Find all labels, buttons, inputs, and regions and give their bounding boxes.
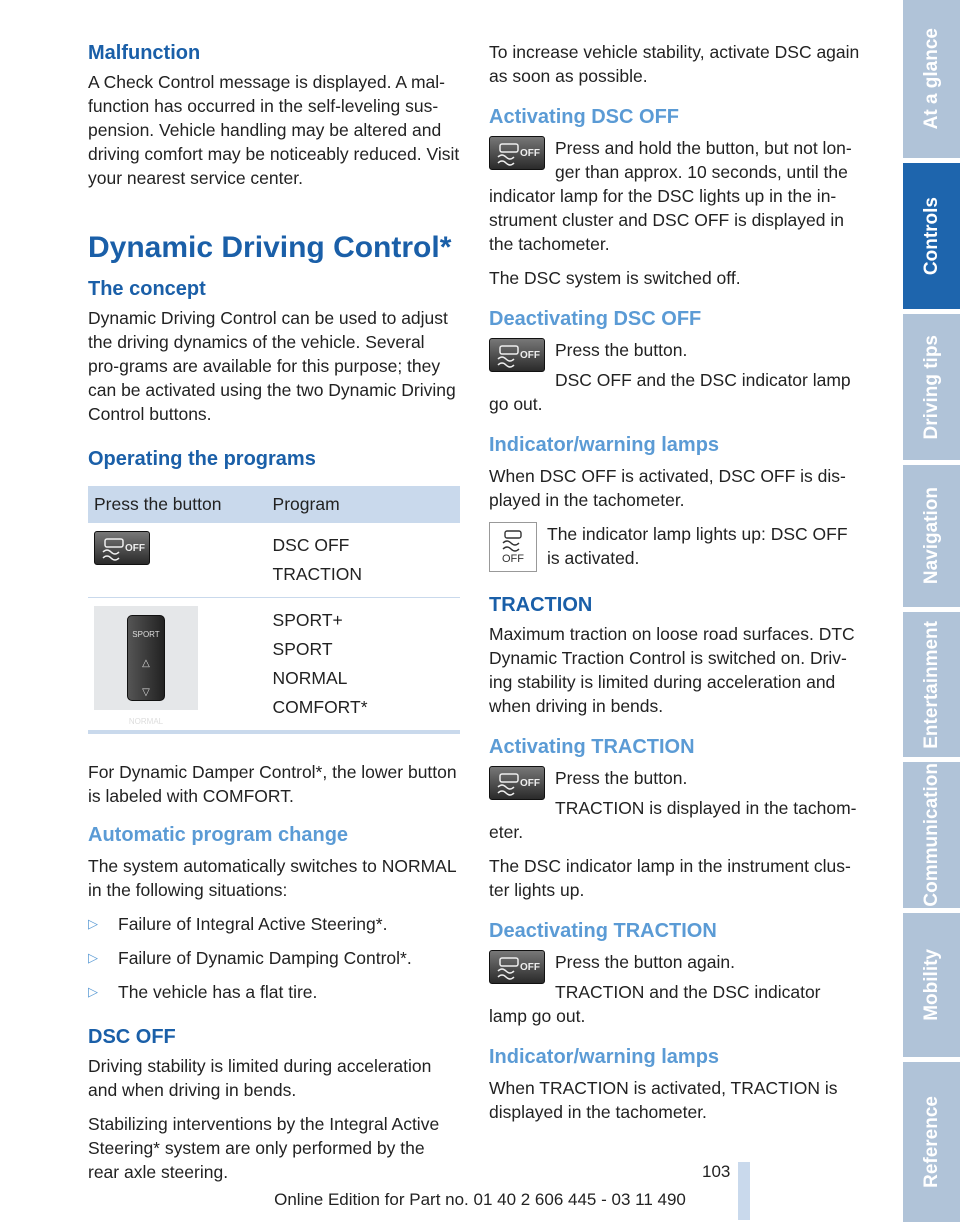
program-normal: NORMAL	[272, 668, 348, 688]
auto-heading: Automatic program change	[88, 824, 349, 846]
indicator-lamps-heading-2: Indicator/warning lamps	[489, 1046, 720, 1068]
program-dsc-off: DSC OFF	[272, 535, 350, 555]
dscoff-text-1: Driving stability is limited during acceleration and when driving in bends.	[88, 1056, 432, 1100]
edition-footer: Online Edition for Part no. 01 40 2 606 445 - 03 11 490	[274, 1190, 686, 1209]
dsc-off-button-icon: OFF	[489, 950, 545, 984]
tab-mobility[interactable]: Mobility	[903, 913, 960, 1057]
table-row	[88, 598, 460, 733]
list-item: ▷ The vehicle has a flat tire.	[88, 982, 318, 1002]
dsc-switched-off-text: The DSC system is switched off.	[489, 268, 741, 288]
tab-controls[interactable]: Controls	[903, 163, 960, 309]
tab-communication[interactable]: Communication	[903, 762, 960, 908]
dscoff-text-2: Stabilizing interventions by the Integral Active Steering* system are only performed by the rear axle steering.	[88, 1114, 440, 1182]
operating-heading: Operating the programs	[88, 448, 316, 470]
tab-navigation[interactable]: Navigation	[903, 465, 960, 607]
dscoff-heading: DSC OFF	[88, 1026, 176, 1048]
program-table	[88, 486, 460, 734]
list-item: ▷ Failure of Integral Active Steering*.	[88, 914, 388, 934]
down-arrow-icon: ▽	[142, 687, 150, 698]
indicator-lamps-heading-1: Indicator/warning lamps	[489, 434, 720, 456]
deactivating-traction-heading: Deactivating TRACTION	[489, 920, 717, 942]
dsc-off-button-icon: OFF	[489, 136, 545, 170]
tab-reference[interactable]: Reference	[903, 1062, 960, 1222]
damper-text: For Dynamic Damper Control*, the lower button is labeled with COMFORT.	[88, 762, 457, 806]
concept-text: Dynamic Driving Control can be used to adjust the driving dynamics of the vehicle. Several pro-grams are available for this purpose; they can be activated using the two Dynamic Driving Control buttons.	[88, 308, 456, 424]
dsc-off-button-icon: OFF	[489, 338, 545, 372]
concept-heading: The concept	[88, 278, 206, 300]
traction-heading: TRACTION	[489, 594, 593, 616]
dsc-off-button-icon	[94, 531, 150, 565]
activating-traction-text-2: TRACTION is displayed in the tachom-eter.	[489, 798, 857, 842]
table-header-button: Press the button	[88, 486, 267, 523]
deactivating-traction-text-2: TRACTION and the DSC indicator lamp go out.	[489, 982, 821, 1026]
tab-entertainment[interactable]: Entertainment	[903, 612, 960, 757]
dsc-off-lamp-icon: OFF	[489, 522, 537, 572]
car-skid-icon	[494, 955, 524, 981]
triangle-bullet-icon: ▷	[88, 950, 98, 965]
right-column	[489, 40, 861, 1134]
intro-text: To increase vehicle stability, activate DSC again as soon as possible.	[489, 42, 860, 86]
deactivating-dsc-off-text-1: Press the button.	[555, 340, 688, 360]
sport-button-image	[94, 606, 198, 726]
car-skid-icon	[494, 343, 524, 369]
activating-traction-heading: Activating TRACTION	[489, 736, 695, 758]
activating-dsc-off-text: Press and hold the button, but not lon-ger than approx. 10 seconds, until the indicator lamp for the DSC lights up in the in-strument cluster and DSC OFF is displayed in the tachometer.	[489, 138, 852, 254]
malfunction-text: A Check Control message is displayed. A mal-function has occurred in the self-leveling sus-pension. Vehicle handling may be altered and driving comfort may be noticeably reduced. Visit your nearest service center.	[88, 72, 460, 188]
dsc-off-label: OFF	[125, 542, 145, 554]
car-skid-icon	[499, 529, 527, 553]
up-arrow-icon: △	[142, 658, 150, 669]
list-item: ▷ Failure of Dynamic Damping Control*.	[88, 948, 412, 968]
car-skid-icon	[99, 536, 129, 562]
chapter-sidebar	[903, 0, 960, 1222]
indicator-text-2: When TRACTION is activated, TRACTION is displayed in the tachometer.	[489, 1078, 838, 1122]
deactivating-traction-text-1: Press the button again.	[555, 952, 735, 972]
activating-dsc-off-heading: Activating DSC OFF	[489, 106, 680, 128]
normal-label: NORMAL	[128, 717, 164, 726]
indicator-lamp-text: The indicator lamp lights up: DSC OFF is activated.	[547, 524, 848, 568]
tab-driving-tips[interactable]: Driving tips	[903, 314, 960, 460]
program-traction: TRACTION	[272, 564, 362, 584]
traction-text: Maximum traction on loose road surfaces. DTC Dynamic Traction Control is switched on. Driv-ing stability is limited during acceleration and when driving in bends.	[489, 624, 855, 716]
table-row	[88, 523, 460, 598]
triangle-bullet-icon: ▷	[88, 984, 98, 999]
program-comfort: COMFORT*	[272, 697, 368, 717]
car-skid-icon	[494, 141, 524, 167]
deactivating-dsc-off-text-2: DSC OFF and the DSC indicator lamp go out.	[489, 370, 851, 414]
table-header-program: Program	[267, 486, 460, 523]
triangle-bullet-icon: ▷	[88, 916, 98, 931]
left-column	[88, 40, 460, 1194]
activating-traction-text-3: The DSC indicator lamp in the instrument clus-ter lights up.	[489, 856, 851, 900]
dsc-off-button-icon: OFF	[489, 766, 545, 800]
program-sport: SPORT	[272, 639, 333, 659]
auto-text: The system automatically switches to NORMAL in the following situations:	[88, 856, 456, 900]
ddc-heading: Dynamic Driving Control*	[88, 231, 452, 264]
activating-traction-text-1: Press the button.	[555, 768, 688, 788]
indicator-text-1: When DSC OFF is activated, DSC OFF is dis-played in the tachometer.	[489, 466, 846, 510]
sport-rocker-icon	[127, 615, 165, 726]
deactivating-dsc-off-heading: Deactivating DSC OFF	[489, 308, 702, 330]
sport-label: SPORT	[132, 630, 160, 639]
car-skid-icon	[494, 771, 524, 797]
tab-at-a-glance[interactable]: At a glance	[903, 0, 960, 158]
program-sport-plus: SPORT+	[272, 610, 343, 630]
malfunction-heading: Malfunction	[88, 42, 201, 64]
page-number: 103	[702, 1162, 731, 1181]
